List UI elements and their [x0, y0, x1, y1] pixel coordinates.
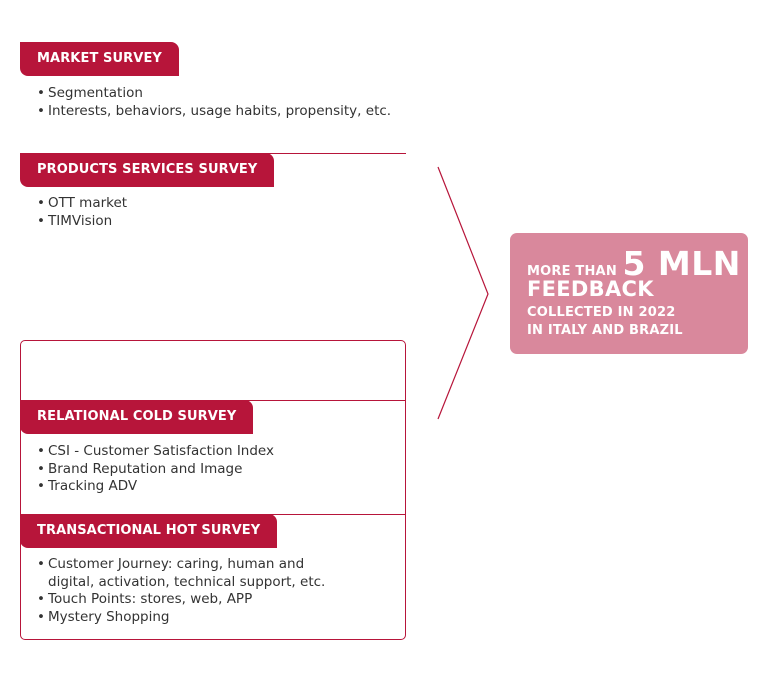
- result-line-4: IN ITALY AND BRAZIL: [527, 323, 683, 338]
- market-survey-list: [37, 85, 397, 120]
- result-word: FEEDBACK: [527, 277, 654, 301]
- transactional-survey-title: TRANSACTIONAL HOT SURVEY: [20, 514, 277, 548]
- list-item: • Interests, behaviors, usage habits, propensity, etc.: [37, 103, 397, 121]
- market-survey-title: MARKET SURVEY: [20, 42, 179, 76]
- list-item: • Segmentation: [37, 85, 397, 103]
- list-item: • Mystery Shopping: [37, 609, 337, 627]
- list-item: • CSI - Customer Satisfaction Index: [37, 443, 397, 461]
- result-figure: 5 MLN: [622, 244, 741, 283]
- list-item: • TIMVision: [37, 213, 397, 231]
- list-item: • Tracking ADV: [37, 478, 397, 496]
- products-survey-title: PRODUCTS SERVICES SURVEY: [20, 153, 274, 187]
- list-item: • Touch Points: stores, web, APP: [37, 591, 337, 609]
- products-survey-list: [37, 195, 397, 230]
- chevron-arrow-icon: [430, 160, 496, 426]
- result-prefix: MORE THAN: [527, 264, 617, 279]
- result-line-3: COLLECTED IN 2022: [527, 305, 676, 320]
- relational-survey-title: RELATIONAL COLD SURVEY: [20, 400, 253, 434]
- transactional-survey-list: [37, 556, 337, 626]
- list-item: • Brand Reputation and Image: [37, 461, 397, 479]
- relational-survey-list: [37, 443, 397, 496]
- list-item: • Customer Journey: caring, human and digital, activation, technical support, etc.: [37, 556, 337, 591]
- result-callout: [510, 233, 748, 354]
- list-item: • OTT market: [37, 195, 397, 213]
